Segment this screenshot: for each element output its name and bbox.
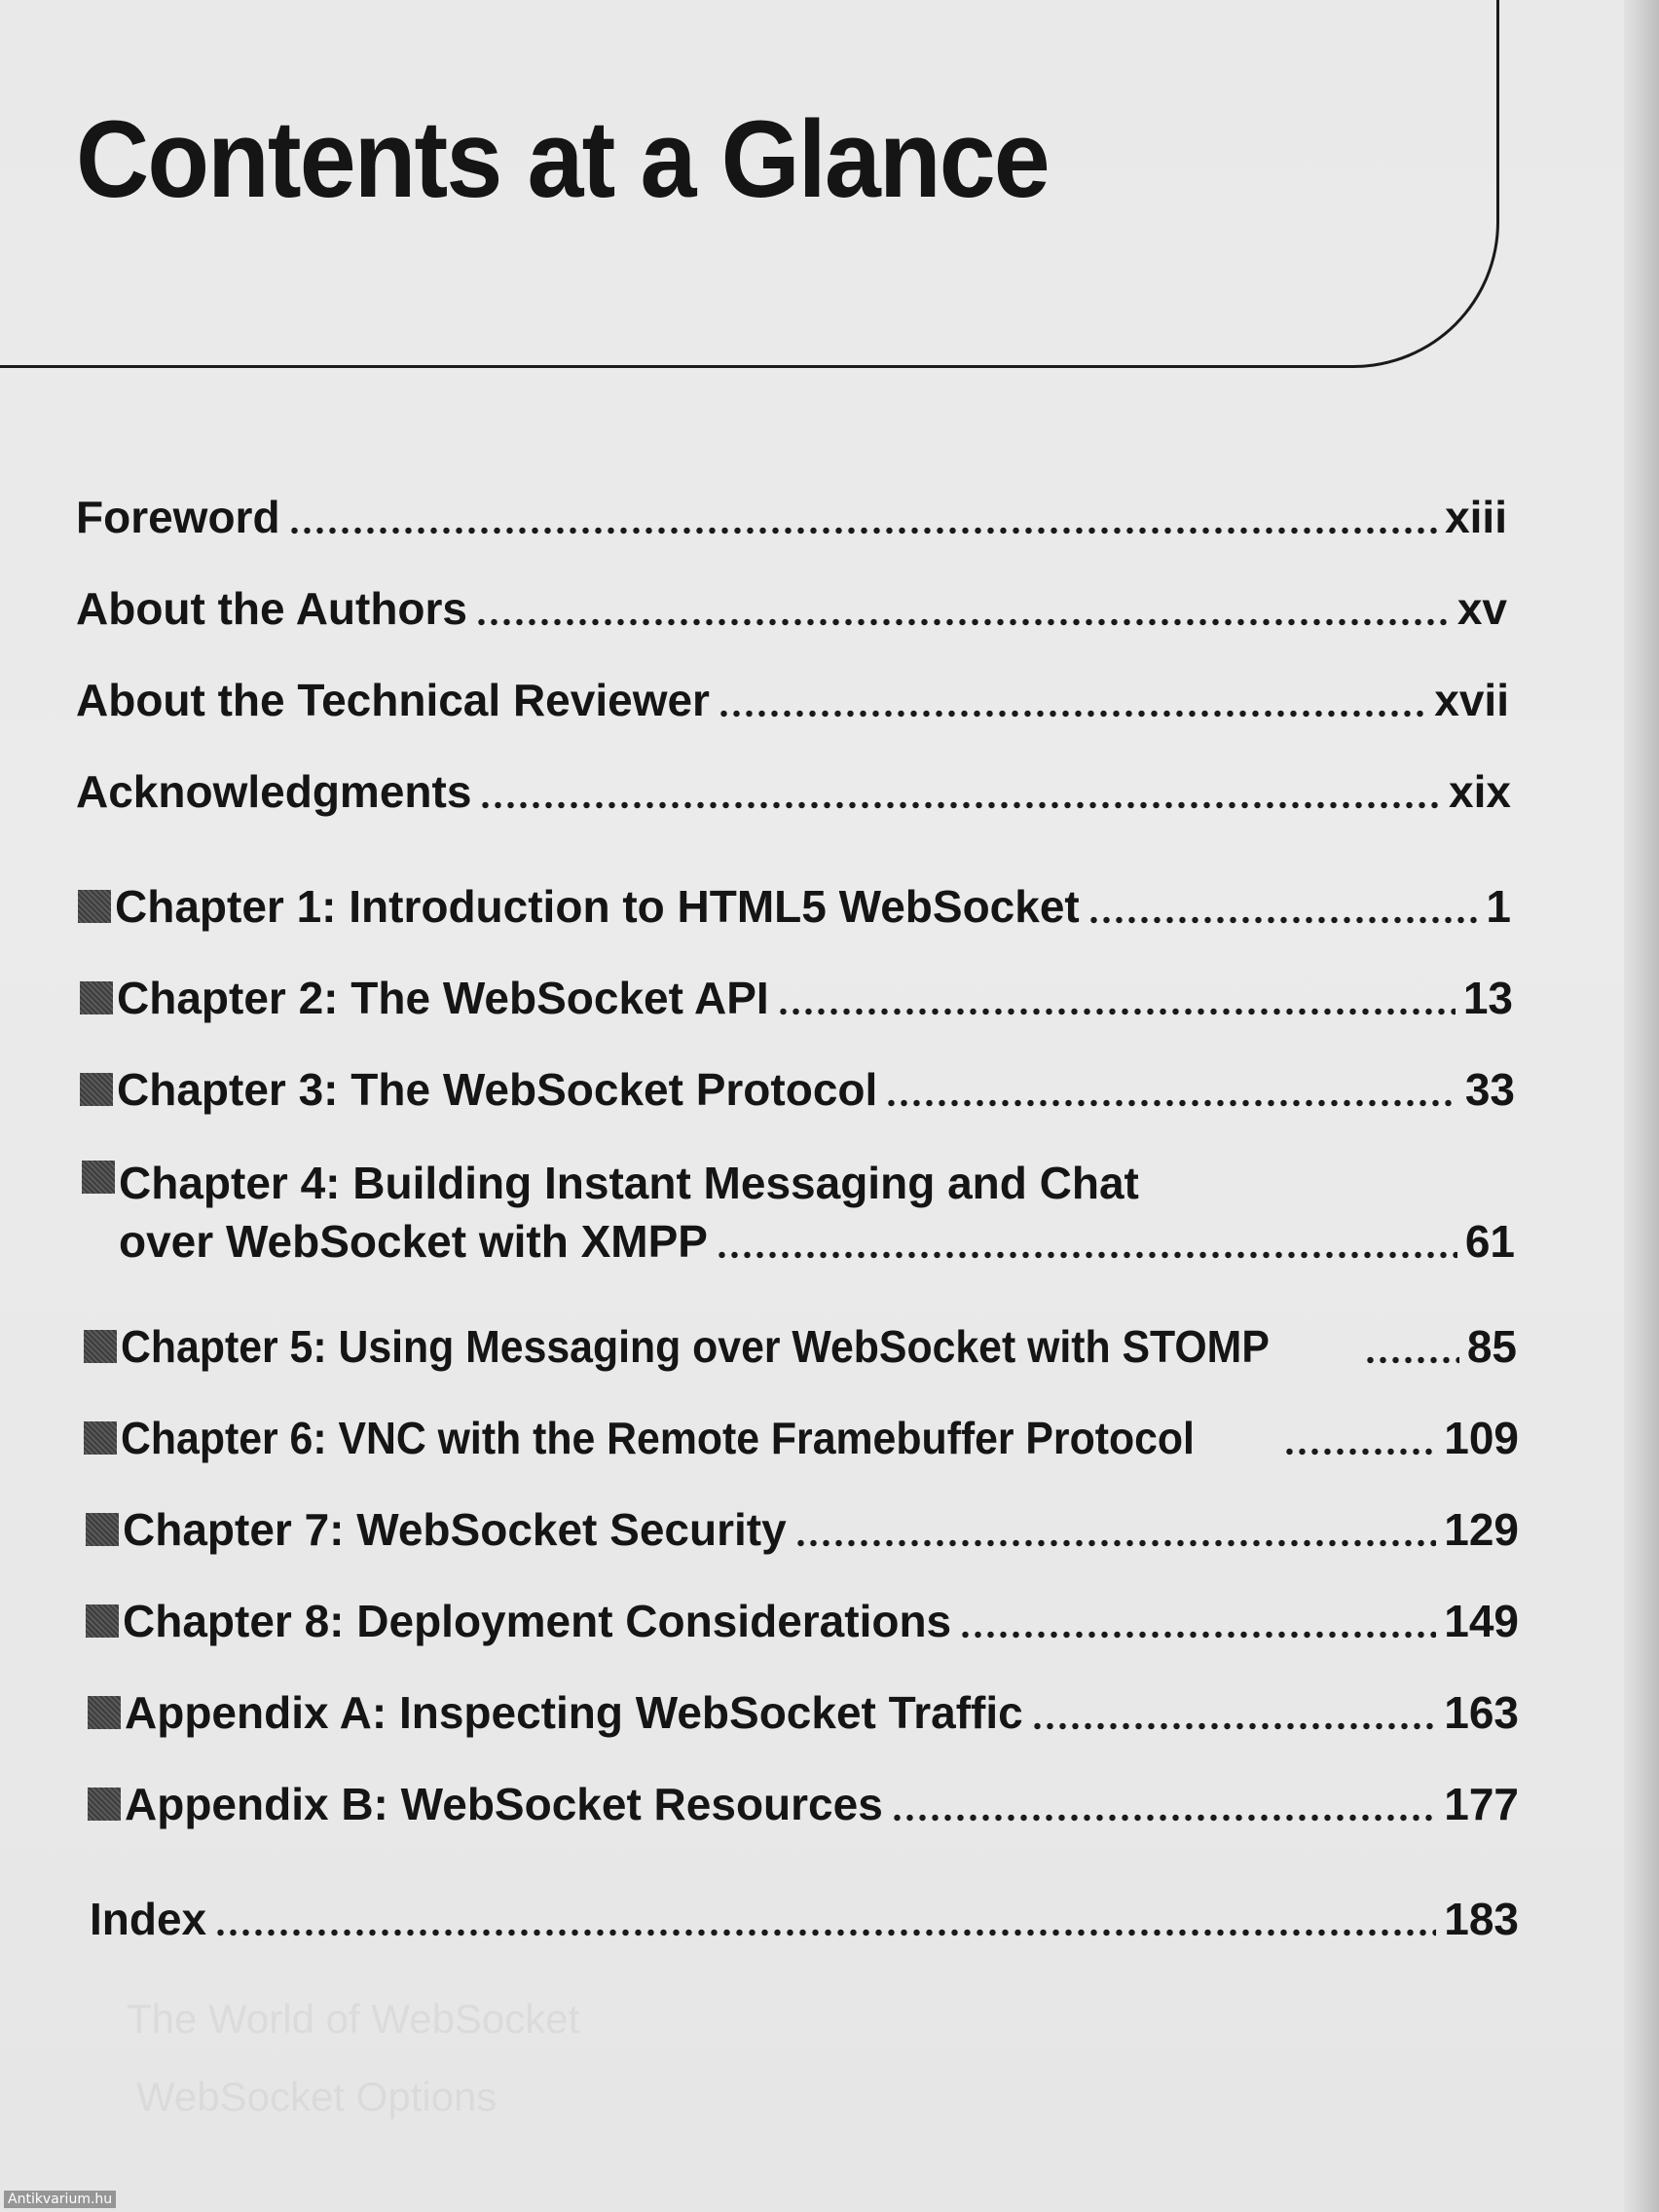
dot-leader — [777, 1007, 1456, 1016]
toc-page-number: 109 — [1444, 1413, 1519, 1463]
toc-entry-about-authors[interactable] — [76, 572, 1507, 634]
dot-leader — [959, 1630, 1436, 1640]
toc-entry-appendix-a[interactable] — [88, 1677, 1519, 1738]
toc-entry-about-reviewer[interactable] — [76, 664, 1509, 725]
bleed-through-text: The World of WebSocket — [127, 1996, 580, 2042]
toc-entry-label-line1: Chapter 4: Building Instant Messaging and Chat — [119, 1158, 1139, 1208]
toc-entry-chapter-6[interactable] — [84, 1402, 1519, 1463]
dot-leader — [288, 526, 1438, 535]
toc-entry-label: Chapter 1: Introduction to HTML5 WebSocket — [115, 881, 1080, 932]
dot-leader — [479, 800, 1441, 810]
toc-entry-chapter-2[interactable] — [80, 962, 1513, 1023]
page-title: Contents at a Glance — [76, 98, 1049, 220]
dot-leader — [891, 1813, 1436, 1823]
toc-page-number: 129 — [1444, 1504, 1519, 1555]
toc-page-number: 149 — [1444, 1596, 1519, 1646]
toc-entry-chapter-3[interactable] — [80, 1053, 1515, 1115]
toc-entry-chapter-5[interactable] — [84, 1310, 1517, 1372]
toc-page-number: 85 — [1466, 1321, 1517, 1372]
toc-entry-foreword[interactable] — [76, 481, 1507, 542]
toc-entry-label: Chapter 3: The WebSocket Protocol — [117, 1064, 878, 1115]
square-bullet-icon — [80, 1073, 113, 1106]
toc-entry-index[interactable] — [90, 1883, 1519, 1944]
toc-entry-label: Foreword — [76, 492, 280, 542]
square-bullet-icon — [86, 1604, 119, 1638]
dot-leader — [1031, 1721, 1437, 1731]
bleed-through-text: WebSocket Options — [136, 2074, 498, 2120]
dot-leader — [794, 1538, 1437, 1548]
square-bullet-icon — [88, 1788, 121, 1821]
watermark: Antikvarium.hu — [4, 2191, 116, 2208]
dot-leader — [475, 617, 1450, 627]
square-bullet-icon — [84, 1421, 117, 1455]
toc-entry-label: About the Technical Reviewer — [76, 675, 710, 725]
toc-page-number: xix — [1449, 766, 1511, 817]
toc-page-number: xvii — [1434, 675, 1509, 725]
toc-entry-label: Appendix B: WebSocket Resources — [125, 1779, 883, 1829]
toc-entry-label: Chapter 8: Deployment Considerations — [123, 1596, 952, 1646]
toc-page-number: 183 — [1444, 1894, 1519, 1944]
toc-entry-label: Acknowledgments — [76, 766, 472, 817]
toc-page-number: xv — [1456, 583, 1507, 634]
toc-entry-label: Chapter 7: WebSocket Security — [123, 1504, 787, 1555]
dot-leader — [885, 1098, 1457, 1108]
square-bullet-icon — [80, 981, 113, 1014]
toc-entry-chapter-1[interactable] — [78, 870, 1511, 932]
toc-entry-label-line2: over WebSocket with XMPP — [119, 1216, 708, 1267]
toc-entry-acknowledgments[interactable] — [76, 756, 1511, 817]
toc-entry-label: About the Authors — [76, 583, 468, 634]
toc-entry-label: Chapter 5: Using Messaging over WebSocket with STOMP — [121, 1321, 1270, 1372]
toc-entry-appendix-b[interactable] — [88, 1768, 1519, 1829]
toc-entry-label: Chapter 2: The WebSocket API — [117, 973, 769, 1023]
dot-leader — [1283, 1447, 1436, 1456]
toc-page-number: 1 — [1486, 881, 1511, 932]
square-bullet-icon — [84, 1330, 117, 1363]
toc-page-number: 61 — [1464, 1216, 1515, 1267]
square-bullet-icon — [88, 1696, 121, 1729]
toc-entry-chapter-7[interactable] — [86, 1493, 1519, 1555]
toc-entry-label: Chapter 6: VNC with the Remote Framebuffer Protocol — [121, 1413, 1195, 1463]
square-bullet-icon — [78, 890, 111, 923]
toc-page-number: xiii — [1445, 492, 1507, 542]
toc-entry-chapter-8[interactable] — [86, 1585, 1519, 1646]
square-bullet-icon — [82, 1161, 115, 1194]
toc-entry-label: Appendix A: Inspecting WebSocket Traffic — [125, 1687, 1023, 1738]
toc-page-number: 177 — [1444, 1779, 1519, 1829]
toc-entry-label: Index — [90, 1894, 207, 1944]
toc-page-number: 33 — [1464, 1064, 1515, 1115]
square-bullet-icon — [86, 1513, 119, 1546]
dot-leader — [718, 709, 1426, 719]
toc-entry-chapter-4[interactable] — [82, 1149, 1515, 1267]
page-edge-shadow — [1624, 0, 1659, 2212]
toc-page-number: 13 — [1462, 973, 1513, 1023]
dot-leader — [1364, 1355, 1459, 1365]
dot-leader — [214, 1928, 1436, 1937]
toc-page-number: 163 — [1444, 1687, 1519, 1738]
dot-leader — [716, 1250, 1457, 1260]
dot-leader — [1088, 915, 1479, 925]
